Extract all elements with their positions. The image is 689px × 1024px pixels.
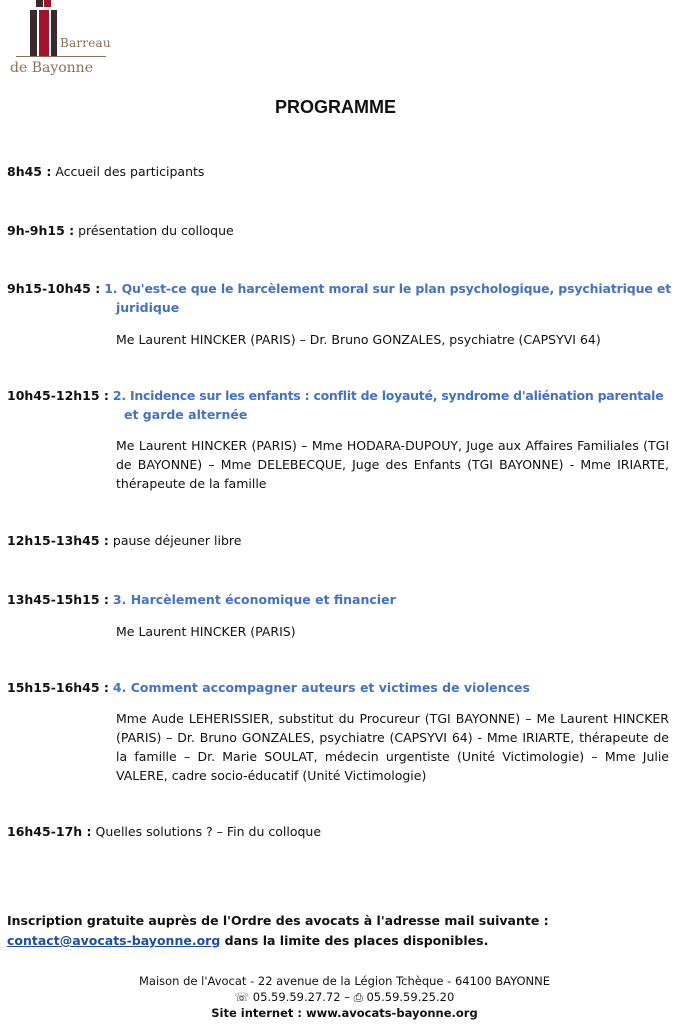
time-label: 8h45 : bbox=[7, 164, 52, 179]
time-label: 10h45-12h15 : bbox=[7, 388, 109, 403]
session-topic: 2. Incidence sur les enfants : conflit de loyauté, syndrome d'aliénation parentale bbox=[112, 388, 664, 403]
bar-logo bbox=[8, 0, 113, 88]
contact-email-link[interactable]: contact@avocats-bayonne.org bbox=[7, 933, 221, 948]
footer-separator: – bbox=[344, 990, 350, 1004]
session-speakers: Me Laurent HINCKER (PARIS) – Mme HODARA-DUPOUY, Juge aux Affaires Familiales (TGI de BAYONNE) – Mme DELEBECQUE, Juge des Enfants (TGI BAYONNE) - Mme IRIARTE, thérapeute de la famille bbox=[116, 438, 669, 491]
item-text: Quelles solutions ? – Fin du colloque bbox=[91, 824, 322, 839]
logo-rule bbox=[16, 56, 106, 57]
telephone-icon: ☏ bbox=[234, 990, 250, 1004]
time-label: 9h-9h15 : bbox=[7, 223, 75, 238]
item-text: Accueil des participants bbox=[51, 164, 205, 179]
item-text: pause déjeuner libre bbox=[108, 533, 242, 548]
session-speakers: Mme Aude LEHERISSIER, substitut du Procureur (TGI BAYONNE) – Me Laurent HINCKER (PARIS) – Dr. Bruno GONZALES, psychiatre (CAPSYVI 64) - Mme IRIARTE, thérapeute de la famille – Dr. Marie SOULAT, médecin urgentiste (Unité Victimologie) – Mme Julie VALERE, cadre socio-éducatif (Unité Victimologie) bbox=[116, 711, 669, 783]
footer-fax: 05.59.59.25.20 bbox=[366, 990, 455, 1004]
logo-text-bayonne: de Bayonne bbox=[10, 60, 93, 76]
registration-text: Inscription gratuite auprès de l'Ordre des avocats à l'adresse mail suivante : bbox=[7, 913, 549, 928]
schedule-item-session-3 bbox=[7, 592, 396, 607]
session-topic: 3. Harcèlement économique et financier bbox=[112, 592, 396, 607]
logo-text-barreau: Barreau bbox=[60, 36, 111, 50]
schedule-item-lunch bbox=[7, 533, 241, 548]
schedule-item-closing bbox=[7, 824, 321, 839]
footer-phone: 05.59.59.27.72 bbox=[252, 990, 341, 1004]
time-label: 9h15-10h45 : bbox=[7, 281, 101, 296]
logo-square-dark bbox=[36, 0, 43, 7]
schedule-item-accueil bbox=[7, 164, 204, 179]
schedule-item-session-2 bbox=[7, 388, 663, 403]
time-label: 12h15-13h45 : bbox=[7, 533, 109, 548]
schedule-item-presentation bbox=[7, 223, 234, 238]
footer-address: Maison de l'Avocat - 22 avenue de la Légion Tchèque - 64100 BAYONNE bbox=[138, 974, 550, 988]
schedule-item-session-1 bbox=[7, 281, 671, 296]
session-speakers: Me Laurent HINCKER (PARIS) bbox=[116, 624, 296, 639]
footer-contacts bbox=[0, 990, 689, 1005]
registration-text-end: dans la limite des places disponibles. bbox=[220, 933, 489, 948]
fax-icon: ⎙ bbox=[353, 990, 363, 1004]
session-topic: 4. Comment accompagner auteurs et victimes de violences bbox=[112, 680, 530, 695]
time-label: 16h45-17h : bbox=[7, 824, 92, 839]
time-label: 13h45-15h15 : bbox=[7, 592, 109, 607]
logo-bar-red bbox=[39, 10, 49, 56]
session-topic-continued: et garde alternée bbox=[124, 407, 248, 422]
logo-square-red bbox=[44, 0, 51, 7]
session-topic: 1. Qu'est-ce que le harcèlement moral sur le plan psychologique, psychiatrique et bbox=[104, 281, 672, 296]
session-topic-continued: juridique bbox=[116, 300, 180, 315]
logo-bar-dark-2 bbox=[51, 10, 57, 56]
footer-website: Site internet : www.avocats-bayonne.org bbox=[211, 1006, 478, 1020]
session-speakers: Me Laurent HINCKER (PARIS) – Dr. Bruno GONZALES, psychiatre (CAPSYVI 64) bbox=[116, 332, 601, 347]
logo-bar-dark bbox=[30, 10, 37, 56]
schedule-item-session-4 bbox=[7, 680, 530, 695]
time-label: 15h15-16h45 : bbox=[7, 680, 109, 695]
registration-notice bbox=[7, 911, 671, 951]
item-text: présentation du colloque bbox=[74, 223, 234, 238]
page-title: PROGRAMME bbox=[275, 97, 396, 117]
